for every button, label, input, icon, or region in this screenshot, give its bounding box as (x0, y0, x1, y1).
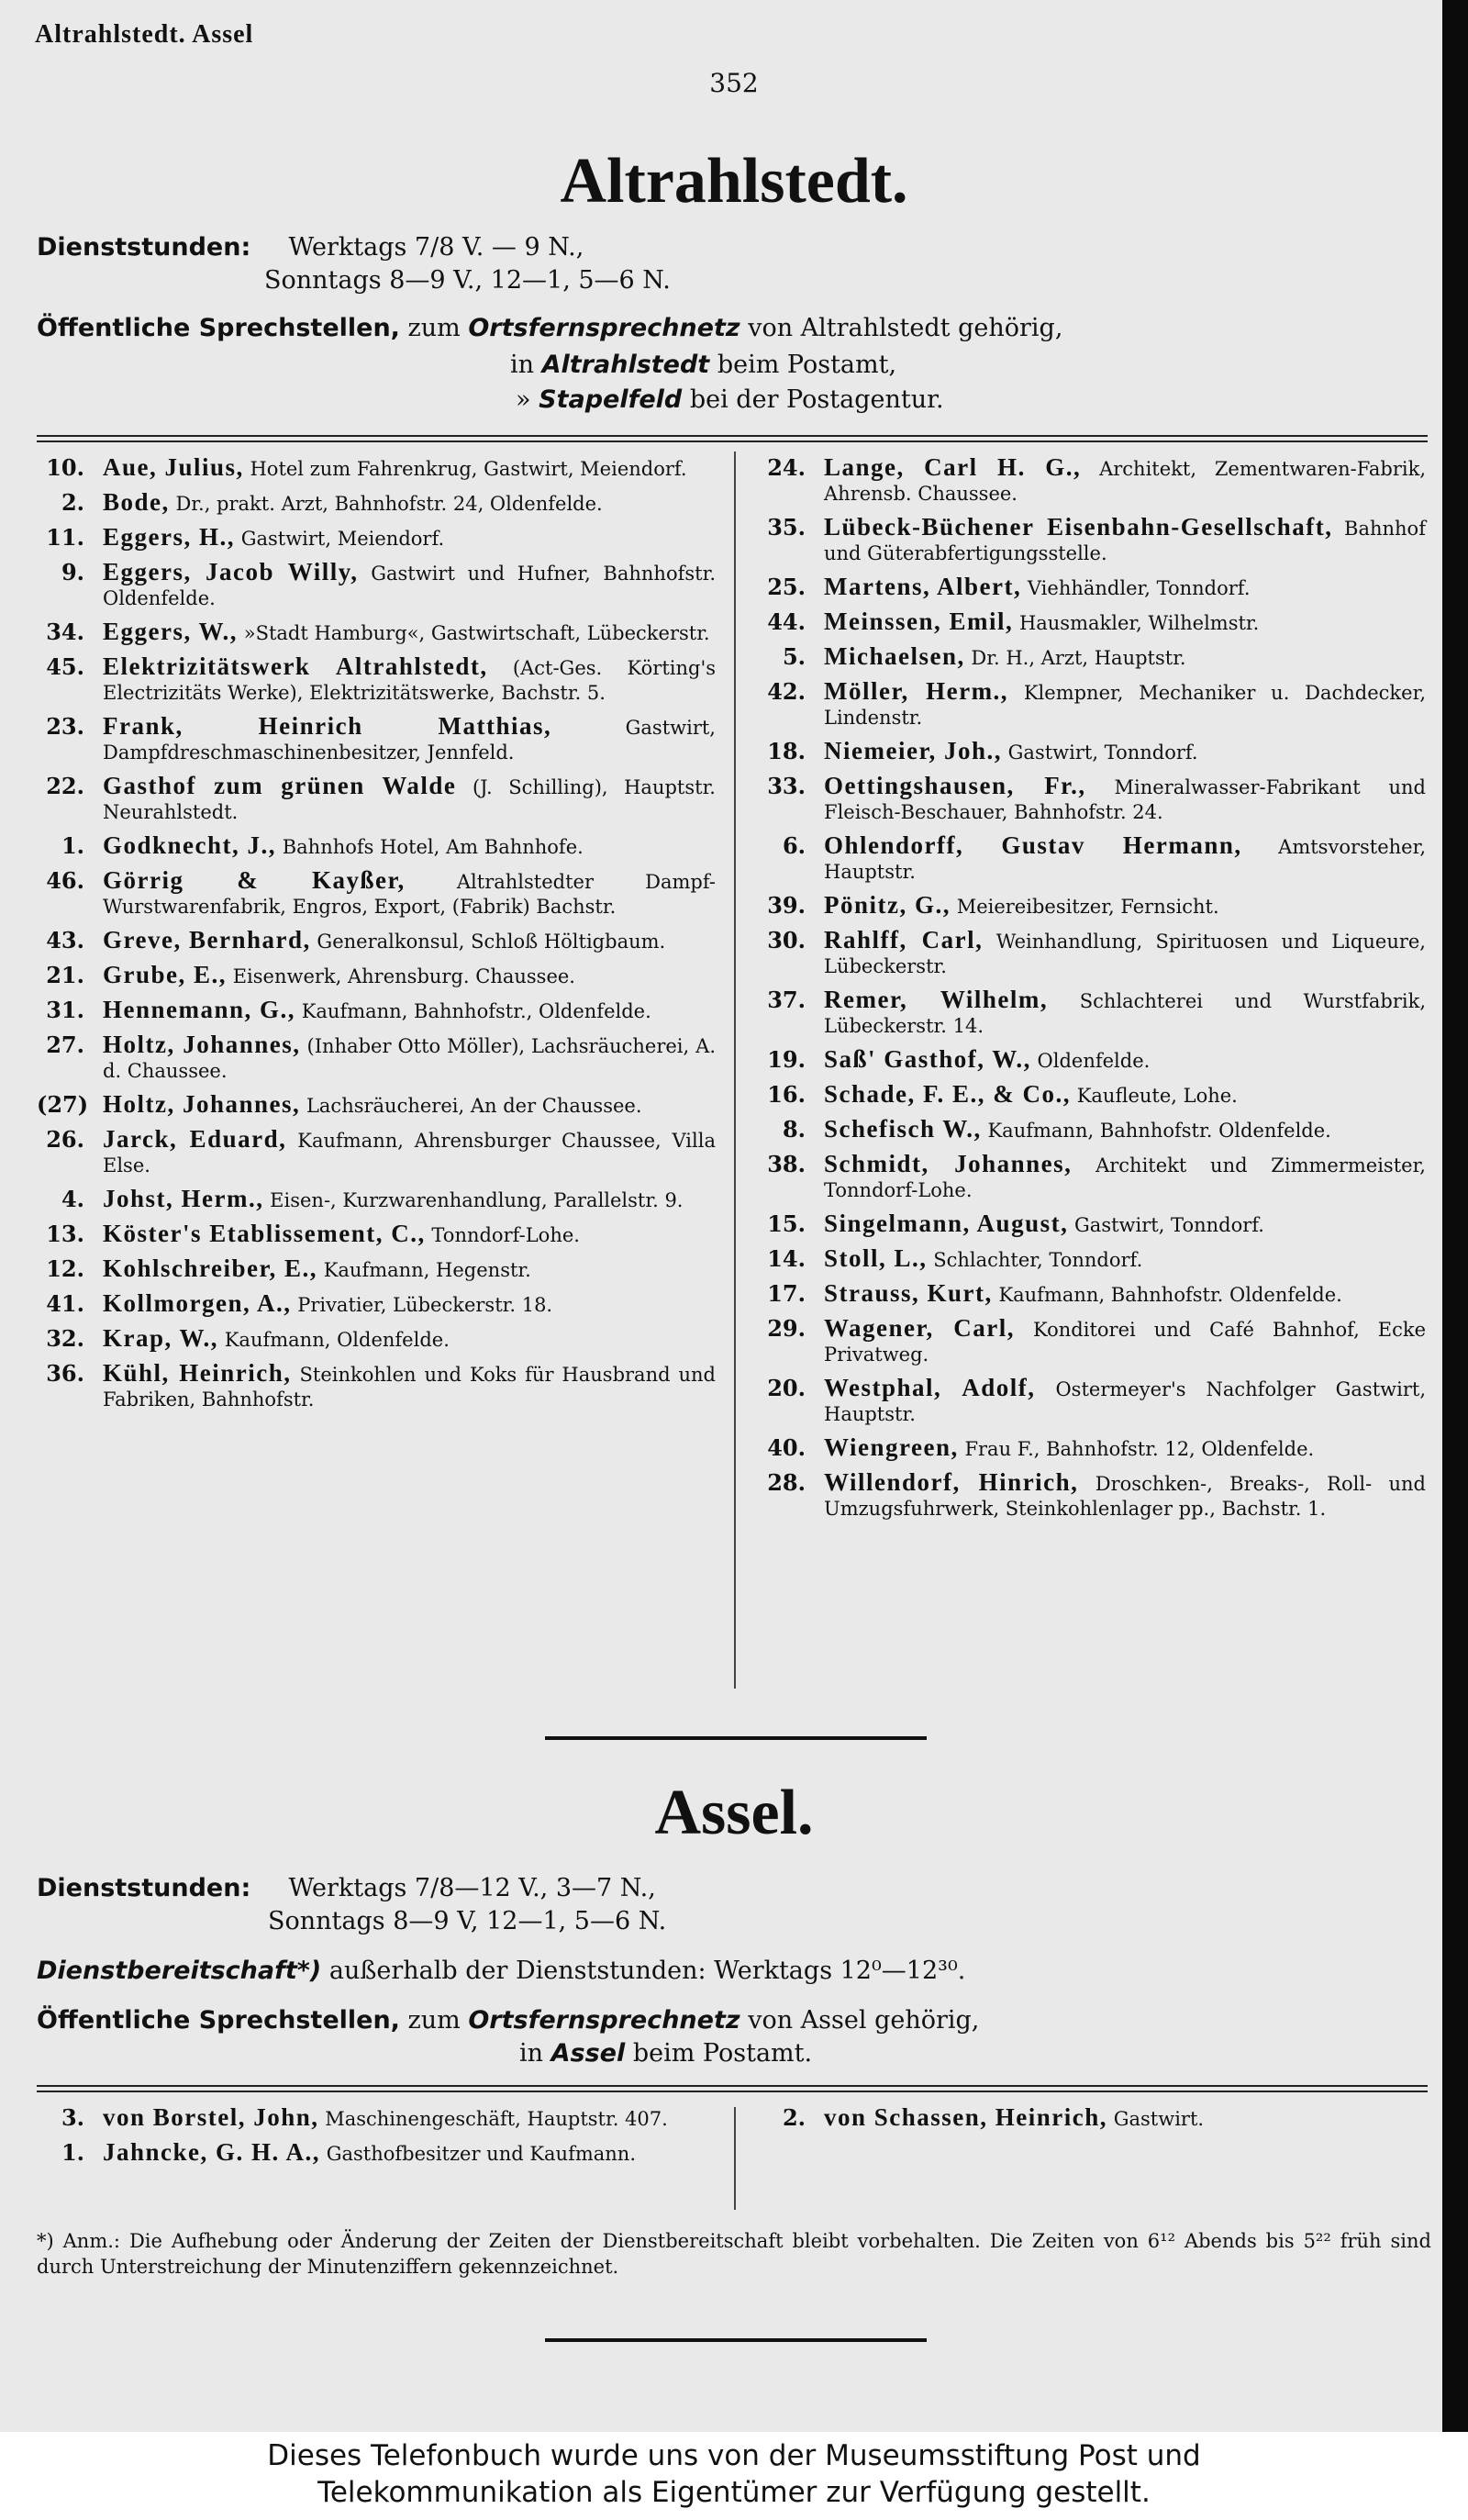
entry-name: Singelmann, August, (824, 1210, 1069, 1237)
entry-description: Gastwirt. (1113, 2108, 1205, 2130)
sprech-line2-place: Altrahlstedt (541, 351, 710, 379)
directory-entry (37, 774, 716, 825)
altrahlstedt-sprech-line2 (510, 349, 896, 382)
entry-number: 35. (767, 514, 806, 541)
entry-name: Eggers, Jacob Willy, (103, 558, 359, 585)
entry-description: Konditorei und Café Bahnhof, Ecke Privatweg. (824, 1319, 1427, 1366)
directory-entry (37, 1361, 716, 1412)
entry-name: Stoll, L., (824, 1244, 928, 1272)
entry-name: Görrig & Kayßer, (103, 866, 406, 894)
entry-description: Viehhändler, Tonndorf. (1027, 577, 1251, 599)
sprech-line2-post: beim Postamt, (717, 351, 897, 379)
running-header: Altrahlstedt. Assel (35, 20, 254, 49)
entry-number: 19. (767, 1046, 806, 1073)
entry-number: 11. (46, 524, 84, 551)
assel-sprech-line2-post: beim Postamt. (632, 2039, 813, 2068)
entry-name: von Schassen, Heinrich, (824, 2103, 1108, 2131)
directory-entry (37, 998, 716, 1024)
entry-number: (27) (37, 1091, 89, 1118)
entry-description: »Stadt Hamburg«, Gastwirtschaft, Lübeckerstr. (243, 622, 710, 644)
entry-description: (J. Schilling), Hauptstr. Neurahlstedt. (103, 776, 716, 823)
directory-entry (758, 1082, 1426, 1109)
entry-name: Oettingshausen, Fr., (824, 772, 1086, 799)
entry-description: Tonndorf-Lohe. (431, 1224, 580, 1246)
directory-entry (758, 987, 1426, 1039)
entry-description: Bahnhof und Güterabfertigungsstelle. (824, 518, 1426, 564)
directory-entry (37, 868, 716, 920)
entry-number: 2. (782, 2104, 806, 2131)
entry-description: (Inhaber Otto Möller), Lachsräucherei, A. d. Chaussee. (103, 1035, 716, 1082)
entry-description: Kaufleute, Lohe. (1076, 1085, 1238, 1107)
entry-description: Privatier, Lübeckerstr. 18. (297, 1294, 553, 1316)
sprech-post: von Altrahlstedt gehörig, (748, 314, 1063, 342)
scan-edge (1442, 0, 1468, 2432)
assel-sprech-line2-pre: in (519, 2039, 544, 2068)
entry-name: Eggers, W., (103, 618, 239, 645)
entry-description: Architekt, Zementwaren-Fabrik, Ahrensb. Chaussee. (824, 458, 1426, 505)
directory-entry (758, 515, 1426, 566)
entry-description: Klempner, Mechaniker u. Dachdecker, Lindenstr. (824, 682, 1426, 729)
directory-entry (37, 833, 716, 860)
hours-weekdays: Werktags 7/8 V. — 9 N., (288, 233, 584, 262)
town-title-assel: Assel. (654, 1778, 814, 1848)
entry-description: Meiereibesitzer, Fernsicht. (956, 896, 1219, 918)
assel-left-column (37, 2105, 716, 2175)
entry-number: 41. (46, 1290, 84, 1317)
entry-description: Gastwirt und Hufner, Bahnhofstr. Oldenfelde. (103, 563, 716, 609)
entry-name: Krap, W., (103, 1324, 219, 1352)
directory-entry (758, 1316, 1426, 1367)
credit-line-1: Dieses Telefonbuch wurde uns von der Museumsstiftung Post und (267, 2439, 1201, 2472)
entry-number: 3. (61, 2104, 84, 2131)
entry-name: Schade, F. E., & Co., (824, 1080, 1072, 1108)
entry-number: 17. (767, 1280, 806, 1307)
entry-description: Gastwirt, Tonndorf. (1074, 1214, 1264, 1236)
directory-entry (37, 490, 716, 517)
entry-number: 1. (61, 832, 84, 859)
entry-number: 9. (61, 559, 84, 585)
entry-number: 8. (782, 1116, 806, 1143)
assel-double-rule (37, 2085, 1428, 2092)
directory-entry (37, 963, 716, 989)
entry-description: Architekt und Zimmermeister, Tonndorf-Lohe. (824, 1154, 1426, 1201)
directory-entry (758, 1470, 1426, 1522)
entry-name: Gasthof zum grünen Walde (103, 772, 457, 799)
entry-name: Westphal, Adolf, (824, 1374, 1036, 1401)
sprech-pre: zum (407, 314, 461, 342)
town-title-altrahlstedt: Altrahlstedt. (560, 146, 908, 217)
hours-label: Dienststunden: (37, 233, 251, 262)
entry-description: Dr., prakt. Arzt, Bahnhofstr. 24, Oldenfelde. (175, 493, 603, 515)
entry-number: 34. (46, 619, 84, 645)
altrahlstedt-hours-line1 (37, 231, 584, 264)
column-divider (734, 452, 736, 1689)
directory-entry (37, 1326, 716, 1353)
entry-number: 38. (767, 1151, 806, 1177)
directory-entry (37, 1291, 716, 1318)
double-rule (37, 435, 1428, 442)
directory-entry (758, 774, 1426, 825)
sprech-line3-post: bei der Postagentur. (689, 385, 944, 414)
page-number: 352 (709, 68, 759, 98)
directory-entry (758, 1246, 1426, 1273)
entry-description: (Act-Ges. Körting's Electrizitäts Werke), Elektrizitätswerke, Bachstr. 5. (103, 657, 716, 704)
entry-name: Köster's Etablissement, C., (103, 1220, 426, 1247)
directory-entry (758, 574, 1426, 601)
entry-name: Jahncke, G. H. A., (103, 2138, 321, 2166)
directory-entry (758, 679, 1426, 730)
directory-entry (758, 1117, 1426, 1143)
directory-entry (37, 1092, 716, 1119)
altrahlstedt-left-column (37, 455, 716, 1421)
entry-name: Grube, E., (103, 961, 228, 988)
assel-sprech-pre: zum (407, 2006, 461, 2035)
directory-entry (758, 455, 1426, 507)
entry-number: 15. (767, 1210, 806, 1237)
assel-bereitschaft (37, 1955, 965, 1988)
directory-entry (37, 714, 716, 765)
altrahlstedt-sprech-line1 (37, 312, 1062, 345)
directory-entry (37, 1187, 716, 1213)
entry-description: Schlachterei und Wurstfabrik, Lübeckerstr. 14. (824, 990, 1426, 1037)
entry-name: Elektrizitätswerk Altrahlstedt, (103, 652, 488, 680)
entry-description: Kaufmann, Hegenstr. (323, 1259, 531, 1281)
entry-number: 32. (46, 1325, 84, 1352)
directory-entry (758, 893, 1426, 920)
sprech-line3-place: Stapelfeld (539, 385, 683, 414)
entry-description: Kaufmann, Bahnhofstr. Oldenfelde. (987, 1120, 1331, 1142)
assel-right-column (758, 2105, 1426, 2140)
entry-name: Möller, Herm., (824, 677, 1009, 705)
entry-number: 46. (46, 867, 84, 894)
entry-description: Amtsvorsteher, Hauptstr. (824, 836, 1426, 883)
directory-entry (37, 619, 716, 646)
sprech-label: Öffentliche Sprechstellen, (37, 314, 400, 342)
entry-description: Dr. H., Arzt, Hauptstr. (971, 647, 1186, 669)
entry-number: 40. (767, 1434, 806, 1461)
entry-number: 33. (767, 773, 806, 799)
directory-entry (758, 1281, 1426, 1308)
bottom-separator (545, 2338, 927, 2342)
entry-description: Kaufmann, Bahnhofstr. Oldenfelde. (998, 1284, 1342, 1306)
entry-number: 28. (767, 1469, 806, 1496)
entry-description: Ostermeyer's Nachfolger Gastwirt, Hauptstr. (824, 1378, 1426, 1425)
entry-number: 22. (46, 773, 84, 799)
entry-name: Kohlschreiber, E., (103, 1254, 318, 1282)
directory-entry (37, 1221, 716, 1248)
directory-entry (758, 1152, 1426, 1203)
assel-sprech-line2-place: Assel (550, 2039, 626, 2068)
entry-number: 39. (767, 892, 806, 919)
assel-sprech-post: von Assel gehörig, (748, 2006, 980, 2035)
assel-sprech-line1 (37, 2004, 979, 2037)
entry-name: Holtz, Johannes, (103, 1090, 301, 1118)
entry-number: 44. (767, 608, 806, 635)
entry-description: Eisenwerk, Ahrensburg. Chaussee. (232, 965, 575, 987)
entry-name: Meinssen, Emil, (824, 608, 1014, 635)
entry-name: Rahlff, Carl, (824, 926, 984, 953)
footnote: *) Anm.: Die Aufhebung oder Änderung der Zeiten der Dienstbereitschaft bleibt vorbehalten. Die Zeiten von 6¹² Abends bis 5²² früh sind durch Unterstreichung der Minutenziffern gekennzeichnet. (37, 2230, 1431, 2278)
entry-number: 21. (46, 962, 84, 988)
altrahlstedt-right-column (758, 455, 1426, 1530)
entry-number: 36. (46, 1360, 84, 1387)
directory-entry (758, 609, 1426, 636)
entry-name: Johst, Herm., (103, 1185, 264, 1212)
entry-number: 45. (46, 653, 84, 680)
entry-name: Greve, Bernhard, (103, 926, 311, 953)
directory-entry (37, 1032, 716, 1084)
entry-name: Niemeier, Joh., (824, 737, 1002, 764)
entry-description: Gasthofbesitzer und Kaufmann. (326, 2143, 637, 2165)
assel-sprech-label: Öffentliche Sprechstellen, (37, 2006, 400, 2035)
entry-number: 6. (782, 832, 806, 859)
entry-number: 12. (46, 1255, 84, 1282)
entry-number: 20. (767, 1375, 806, 1401)
directory-entry (37, 654, 716, 706)
entry-description: Eisen-, Kurzwarenhandlung, Parallelstr. 9. (270, 1189, 684, 1211)
directory-entry (37, 2140, 716, 2167)
credit-line-2: Telekommunikation als Eigentümer zur Verfügung gestellt. (317, 2476, 1151, 2509)
entry-number: 16. (767, 1081, 806, 1108)
entry-description: Kaufmann, Ahrensburger Chaussee, Villa Else. (103, 1130, 716, 1176)
entry-name: Jarck, Eduard, (103, 1125, 287, 1153)
entry-description: Weinhandlung, Spirituosen und Liqueure, Lübeckerstr. (824, 931, 1426, 977)
entry-name: Saß' Gasthof, W., (824, 1045, 1031, 1073)
entry-name: Willendorf, Hinrich, (824, 1468, 1079, 1496)
entry-name: Holtz, Johannes, (103, 1031, 301, 1058)
assel-sprech-net: Ortsfernsprechnetz (468, 2006, 740, 2035)
entry-name: Aue, Julius, (103, 453, 244, 481)
altrahlstedt-sprech-line3 (516, 384, 944, 417)
directory-entry (758, 739, 1426, 765)
entry-name: Wagener, Carl, (824, 1314, 1016, 1342)
entry-number: 24. (767, 454, 806, 481)
entry-name: Godknecht, J., (103, 831, 277, 859)
directory-entry (37, 560, 716, 611)
entry-description: Gastwirt, Tonndorf. (1007, 742, 1198, 764)
entry-number: 31. (46, 997, 84, 1023)
entry-name: Ohlendorff, Gustav Hermann, (824, 831, 1242, 859)
entry-name: Kollmorgen, A., (103, 1289, 292, 1317)
entry-number: 30. (767, 927, 806, 953)
hours-sundays: Sonntags 8—9 V., 12—1, 5—6 N. (264, 266, 671, 295)
sprech-net: Ortsfernsprechnetz (468, 314, 740, 342)
entry-description: Mineralwasser-Fabrikant und Fleisch-Beschauer, Bahnhofstr. 24. (824, 776, 1426, 823)
entry-name: Pönitz, G., (824, 891, 951, 919)
directory-entry (758, 1435, 1426, 1462)
sprech-line3-pre: » (516, 385, 531, 414)
entry-name: von Borstel, John, (103, 2103, 319, 2131)
directory-entry (37, 455, 716, 482)
entry-description: Schlachter, Tonndorf. (933, 1249, 1143, 1271)
directory-entry (37, 1127, 716, 1178)
entry-description: Oldenfelde. (1037, 1050, 1151, 1072)
entry-name: Strauss, Kurt, (824, 1279, 993, 1307)
entry-number: 4. (61, 1186, 84, 1212)
assel-column-divider (734, 2107, 736, 2210)
entry-description: Steinkohlen und Koks für Hausbrand und Fabriken, Bahnhofstr. (103, 1364, 716, 1411)
directory-entry (758, 1376, 1426, 1427)
bereitschaft-label: Dienstbereitschaft*) (37, 1957, 322, 1985)
directory-entry (758, 1047, 1426, 1074)
entry-name: Schmidt, Johannes, (824, 1150, 1073, 1177)
entry-number: 13. (46, 1221, 84, 1247)
credit-banner (0, 2432, 1468, 2520)
entry-description: Kaufmann, Bahnhofstr., Oldenfelde. (301, 1000, 651, 1022)
entry-name: Wiengreen, (824, 1433, 959, 1461)
assel-hours-label: Dienststunden: (37, 1874, 251, 1902)
entry-description: Gastwirt, Dampfdreschmaschinenbesitzer, Jennfeld. (103, 717, 716, 764)
entry-name: Lübeck-Büchener Eisenbahn-Gesellschaft, (824, 513, 1333, 541)
entry-number: 42. (767, 678, 806, 705)
entry-number: 14. (767, 1245, 806, 1272)
entry-description: Lachsräucherei, An der Chaussee. (306, 1095, 642, 1117)
entry-number: 26. (46, 1126, 84, 1153)
entry-number: 43. (46, 927, 84, 953)
directory-entry (758, 2105, 1426, 2132)
entry-number: 29. (767, 1315, 806, 1342)
entry-number: 25. (767, 574, 806, 600)
entry-description: Frau F., Bahnhofstr. 12, Oldenfelde. (964, 1438, 1315, 1460)
assel-hours-line1 (37, 1872, 656, 1905)
assel-hours-sundays: Sonntags 8—9 V, 12—1, 5—6 N. (268, 1907, 667, 1935)
entry-description: Altrahlstedter Dampf-Wurstwarenfabrik, Engros, Export, (Fabrik) Bachstr. (103, 871, 716, 918)
entry-name: Michaelsen, (824, 642, 965, 670)
assel-sprech-line2 (519, 2037, 812, 2070)
entry-number: 1. (61, 2139, 84, 2166)
directory-entry (758, 644, 1426, 671)
entry-number: 37. (767, 987, 806, 1013)
entry-number: 27. (46, 1031, 84, 1058)
directory-entry (758, 928, 1426, 979)
assel-hours-weekdays: Werktags 7/8—12 V., 3—7 N., (288, 1874, 656, 1902)
entry-description: Gastwirt, Meiendorf. (240, 528, 445, 550)
entry-name: Bode, (103, 488, 170, 516)
entry-name: Kühl, Heinrich, (103, 1359, 292, 1387)
entry-description: Hausmakler, Wilhelmstr. (1018, 612, 1260, 634)
entry-description: Bahnhofs Hotel, Am Bahnhofe. (282, 836, 584, 858)
sprech-line2-pre: in (510, 351, 535, 379)
entry-number: 18. (767, 738, 806, 764)
entry-description: Generalkonsul, Schloß Höltigbaum. (317, 931, 666, 953)
entry-number: 2. (61, 489, 84, 516)
directory-entry (37, 1256, 716, 1283)
entry-description: Hotel zum Fahrenkrug, Gastwirt, Meiendorf. (250, 458, 687, 480)
entry-number: 23. (46, 713, 84, 740)
entry-name: Lange, Carl H. G., (824, 453, 1082, 481)
entry-description: Maschinengeschäft, Hauptstr. 407. (325, 2108, 668, 2130)
entry-name: Hennemann, G., (103, 996, 296, 1023)
directory-entry (37, 525, 716, 552)
directory-entry (758, 833, 1426, 885)
entry-name: Schefisch W., (824, 1115, 982, 1143)
entry-number: 10. (46, 454, 84, 481)
directory-entry (37, 2105, 716, 2132)
section-separator (545, 1736, 927, 1740)
entry-name: Remer, Wilhelm, (824, 986, 1049, 1013)
entry-number: 5. (782, 643, 806, 670)
entry-name: Frank, Heinrich Matthias, (103, 712, 552, 740)
entry-name: Martens, Albert, (824, 573, 1022, 600)
entry-description: Droschken-, Breaks-, Roll- und Umzugsfuhrwerk, Steinkohlenlager pp., Bachstr. 1. (824, 1473, 1426, 1520)
directory-entry (758, 1211, 1426, 1238)
entry-name: Eggers, H., (103, 523, 235, 551)
bereitschaft-text: außerhalb der Dienststunden: Werktags 12⁰—12³⁰. (328, 1957, 966, 1985)
directory-entry (37, 928, 716, 954)
entry-description: Kaufmann, Oldenfelde. (224, 1329, 450, 1351)
